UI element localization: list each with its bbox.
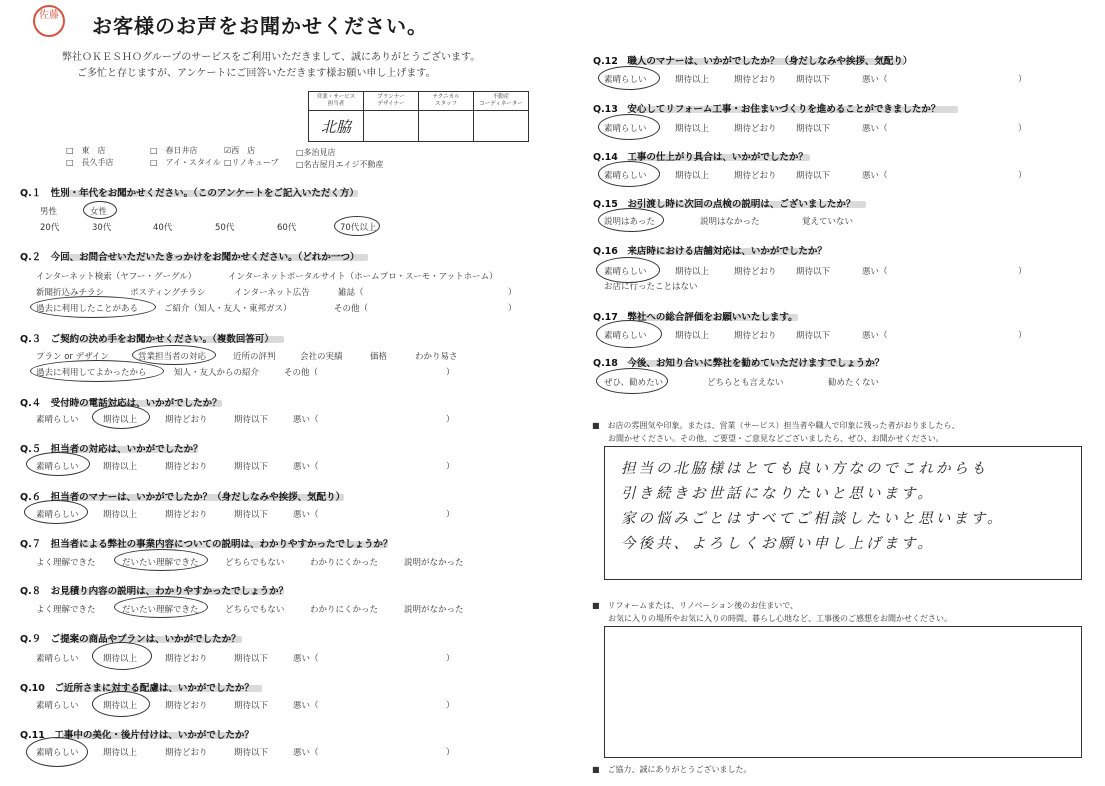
q7-neutral[interactable]: どちらでもない	[225, 558, 285, 568]
q4-excellent[interactable]: 素晴らしい	[36, 415, 79, 425]
q14-below[interactable]: 期待以下	[796, 171, 831, 181]
q9-bad[interactable]: 悪い（	[293, 654, 319, 664]
staff-table	[308, 91, 529, 142]
page-title: お客様のお声をお聞かせください。	[92, 14, 428, 38]
q1-40s[interactable]: 40代	[153, 223, 173, 233]
q13-question: Q.13 安心してリフォーム工事・お住まいづくりを進めることができましたか？	[593, 104, 941, 115]
q17-excellent[interactable]: 素晴らしい	[604, 331, 647, 341]
q6-below[interactable]: 期待以下	[234, 510, 269, 520]
q15-not-explained[interactable]: 説明はなかった	[700, 217, 760, 227]
q17-bad[interactable]: 悪い（	[862, 331, 888, 341]
q3-opt-sales-rep[interactable]: 営業担当者の対応	[138, 352, 207, 362]
q10-above-circle	[92, 691, 150, 717]
q4-below[interactable]: 期待以下	[234, 415, 269, 425]
q18-recommend[interactable]: ぜひ、勧めたい	[604, 378, 664, 388]
q6-bad[interactable]: 悪い（	[293, 510, 319, 520]
q10-bad-close: ）	[446, 701, 455, 711]
q6-excellent-circle	[24, 500, 88, 524]
q7-none[interactable]: 説明がなかった	[404, 558, 464, 568]
q13-below[interactable]: 期待以下	[796, 124, 831, 134]
q13-bad-close: ）	[1018, 124, 1027, 134]
q14-bad-close: ）	[1018, 171, 1027, 181]
q6-excellent[interactable]: 素晴らしい	[36, 510, 79, 520]
q11-bad-close: ）	[446, 748, 455, 758]
store-east[interactable]: □ 東 店	[66, 146, 106, 155]
q12-excellent[interactable]: 素晴らしい	[604, 75, 647, 85]
comment1-prompt-2: お聞かせください。その他、ご要望・ご意見などございましたら、ぜひ、お聞かせください。	[608, 434, 944, 443]
comment1-line-3: 家の悩みごとはすべてご相談したいと思います。	[621, 511, 1005, 527]
q4-bad-close: ）	[446, 415, 455, 425]
q3-opt-track-record[interactable]: 会社の実績	[300, 352, 343, 362]
q13-bad[interactable]: 悪い（	[862, 124, 888, 134]
q2-opt-past-use[interactable]: 過去に利用したことがある	[36, 304, 139, 314]
store-west[interactable]: ☑西 店	[224, 146, 256, 155]
q1-20s[interactable]: 20代	[40, 223, 60, 233]
store-istyle[interactable]: □ アイ・スタイル	[150, 158, 221, 167]
q1-female[interactable]: 女性	[90, 207, 108, 217]
q18-not-recommend[interactable]: 勧めたくない	[828, 378, 880, 388]
store-renocube[interactable]: □リノキューブ	[224, 158, 279, 167]
q2-opt-portal[interactable]: インターネットポータルサイト（ホームプロ・スーモ・アットホーム）	[228, 272, 498, 282]
q8-unclear[interactable]: わかりにくかった	[310, 605, 379, 615]
q17-below[interactable]: 期待以下	[796, 331, 831, 341]
q14-bad[interactable]: 悪い（	[862, 171, 888, 181]
comment2-prompt-2: お気に入りの場所やお気に入りの時間、暮らし心地など、工事後のご感想をお聞かせください。	[608, 614, 952, 623]
q13-as-expected[interactable]: 期待どおり	[734, 124, 777, 134]
q13-excellent[interactable]: 素晴らしい	[604, 124, 647, 134]
q16-question: Q.16 来店時における店舗対応は、いかがでしたか？	[593, 246, 827, 257]
q3-opt-reputation[interactable]: 近所の評判	[233, 352, 276, 362]
q15-dont-remember[interactable]: 覚えていない	[802, 217, 854, 227]
q2-opt-flyer[interactable]: 新聞折込みチラシ	[36, 288, 105, 298]
q1-70s-circle	[334, 216, 380, 236]
staff-header-sales: 営業・サービス 担当者	[309, 92, 364, 111]
q12-bad-close: ）	[1018, 75, 1027, 85]
comment1-box[interactable]	[604, 446, 1082, 580]
q6-question: Q.６ 担当者のマナーは、いかがでしたか？（身だしなみや挨拶、気配り）	[20, 492, 346, 503]
q17-above[interactable]: 期待以上	[675, 331, 710, 341]
q4-above[interactable]: 期待以上	[103, 415, 138, 425]
q3-past-good-circle	[30, 360, 164, 382]
staff-value-technical[interactable]	[419, 111, 474, 142]
q2-opt-webad[interactable]: インターネット広告	[234, 288, 310, 298]
staff-value-realestate[interactable]	[474, 111, 529, 142]
q10-question: Q.10 ご近所さまに対する配慮は、いかがでしたか？	[20, 683, 254, 694]
q1-50s[interactable]: 50代	[215, 223, 235, 233]
q2-opt-magazine-close: ）	[508, 288, 517, 298]
q16-as-expected[interactable]: 期待どおり	[734, 267, 777, 277]
q14-excellent-circle	[598, 161, 660, 187]
q8-well[interactable]: よく理解できた	[36, 605, 96, 615]
q14-excellent[interactable]: 素晴らしい	[604, 171, 647, 181]
q12-above[interactable]: 期待以上	[675, 75, 710, 85]
q8-question: Q.８ お見積り内容の説明は、わかりやすかったでしょうか？	[20, 586, 289, 597]
q12-below[interactable]: 期待以下	[796, 75, 831, 85]
q1-70s[interactable]: 70代以上	[340, 223, 377, 233]
q4-bad[interactable]: 悪い（	[293, 415, 319, 425]
q17-question: Q.17 弊社への総合評価をお願いいたします。	[593, 312, 798, 323]
q1-question: Q.１ 性別・年代をお聞かせください。（このアンケートをご記入いただく方）	[20, 188, 359, 199]
q16-bad[interactable]: 悪い（	[862, 267, 888, 277]
store-nagakute[interactable]: □ 長久手店	[66, 158, 114, 167]
q14-as-expected[interactable]: 期待どおり	[734, 171, 777, 181]
q11-as-expected[interactable]: 期待どおり	[165, 748, 208, 758]
store-realestate[interactable]: □名古屋月エイジ不動産	[296, 160, 384, 169]
q14-above[interactable]: 期待以上	[675, 171, 710, 181]
q3-sales-rep-circle	[132, 345, 216, 365]
q4-as-expected[interactable]: 期待どおり	[165, 415, 208, 425]
q3-opt-friend[interactable]: 知人・友人からの紹介	[174, 368, 260, 378]
q9-as-expected[interactable]: 期待どおり	[165, 654, 208, 664]
q2-opt-magazine[interactable]: 雑誌（	[338, 288, 364, 298]
q5-bad-close: ）	[446, 462, 455, 472]
q2-opt-search[interactable]: インターネット検索（ヤフー・グーグル）	[36, 272, 197, 282]
q13-above[interactable]: 期待以上	[675, 124, 710, 134]
q1-30s[interactable]: 30代	[92, 223, 112, 233]
intro-line-2: ご多忙と存じますが、アンケートにご回答いただきます様お願い申し上げます。	[77, 68, 436, 79]
q17-as-expected[interactable]: 期待どおり	[734, 331, 777, 341]
comment1-line-2: 引き続きお世話になりたいと思います。	[621, 486, 935, 502]
q7-mostly[interactable]: だいたい理解できた	[122, 558, 199, 568]
store-kasugai[interactable]: □ 春日井店	[150, 146, 198, 155]
q5-below[interactable]: 期待以下	[234, 462, 269, 472]
staff-value-planner[interactable]	[364, 111, 419, 142]
intro-line-1: 弊社ＯＫＥＳＨＯグループのサービスをご利用いただきまして、誠にありがとうございます。	[62, 52, 481, 63]
q3-opt-plan[interactable]: プラン or デザイン	[36, 352, 110, 362]
q11-below[interactable]: 期待以下	[234, 748, 269, 758]
q9-above[interactable]: 期待以上	[103, 654, 138, 664]
q1-female-circle	[83, 201, 117, 219]
q6-above[interactable]: 期待以上	[103, 510, 138, 520]
q3-opt-clarity[interactable]: わかり易さ	[415, 352, 458, 362]
q16-never-visited[interactable]: お店に行ったことはない	[604, 282, 698, 292]
q12-question: Q.12 職人のマナーは、いかがでしたか？（身だしなみや挨拶、気配り）	[593, 56, 913, 67]
q2-question: Q.２ 今回、お問合せいただいたきっかけをお聞かせください。（どれか一つ）	[20, 252, 360, 263]
q2-opt-other-close: ）	[508, 304, 517, 314]
footer-thanks: ■ ご協力、誠にありがとうございました。	[592, 765, 752, 774]
q9-bad-close: ）	[446, 654, 455, 664]
q5-above[interactable]: 期待以上	[103, 462, 138, 472]
q6-as-expected[interactable]: 期待どおり	[165, 510, 208, 520]
q16-below[interactable]: 期待以下	[796, 267, 831, 277]
q8-neutral[interactable]: どちらでもない	[225, 605, 285, 615]
comment2-prompt-1: ■ リフォームまたは、リノベーション後のお住まいで、	[592, 601, 799, 610]
q16-excellent[interactable]: 素晴らしい	[604, 267, 647, 277]
q5-excellent-circle	[26, 452, 90, 476]
q3-opt-other[interactable]: その他（	[284, 368, 319, 378]
q6-bad-close: ）	[446, 510, 455, 520]
q10-bad[interactable]: 悪い（	[293, 701, 319, 711]
q15-explained[interactable]: 説明はあった	[604, 217, 655, 227]
q18-question: Q.18 今後、お知り合いに弊社を勧めていただけますでしょうか？	[593, 358, 885, 369]
q1-60s[interactable]: 60代	[277, 223, 297, 233]
q7-unclear[interactable]: わかりにくかった	[310, 558, 379, 568]
q14-question: Q.14 工事の仕上がり具合は、いかがでしたか？	[593, 152, 808, 163]
q5-excellent[interactable]: 素晴らしい	[36, 462, 79, 472]
q5-bad[interactable]: 悪い（	[293, 462, 319, 472]
q8-mostly-circle	[114, 596, 208, 618]
q1-male[interactable]: 男性	[40, 207, 58, 217]
q7-question: Q.７ 担当者による弊社の事業内容についての説明は、わかりやすかったでしょうか？	[20, 539, 393, 550]
q11-excellent-circle	[26, 737, 88, 767]
seal-stamp: 佐藤	[33, 5, 65, 37]
q11-excellent[interactable]: 素晴らしい	[36, 748, 79, 758]
q2-opt-referral[interactable]: ご紹介（知人・友人・東邦ガス）	[164, 304, 292, 314]
q9-question: Q.９ ご提案の商品やプランは、いかがでしたか？	[20, 634, 241, 645]
comment1-line-4: 今後共、よろしくお願い申し上げます。	[621, 536, 935, 552]
q8-mostly[interactable]: だいたい理解できた	[122, 605, 199, 615]
q4-above-circle	[92, 405, 150, 429]
q18-neutral[interactable]: どちらとも言えない	[707, 378, 784, 388]
q10-excellent[interactable]: 素晴らしい	[36, 701, 79, 711]
q15-question: Q.15 お引渡し時に次回の点検の説明は、ございましたか？	[593, 199, 856, 210]
q11-question: Q.11 工事中の美化・後片付けは、いかがでしたか？	[20, 730, 254, 741]
q10-below[interactable]: 期待以下	[234, 701, 269, 711]
q10-as-expected[interactable]: 期待どおり	[165, 701, 208, 711]
comment1-prompt-1: ■ お店の雰囲気や印象。または、営業（サービス）担当者や職人で印象に残った者がおりましたら、	[592, 421, 960, 430]
q17-excellent-circle	[596, 320, 662, 348]
q10-above[interactable]: 期待以上	[103, 701, 138, 711]
q7-well[interactable]: よく理解できた	[36, 558, 96, 568]
q12-as-expected[interactable]: 期待どおり	[734, 75, 777, 85]
q12-excellent-circle	[598, 66, 660, 90]
q17-bad-close: ）	[1018, 331, 1027, 341]
q11-above[interactable]: 期待以上	[103, 748, 138, 758]
q5-question: Q.５ 担当者の対応は、いかがでしたか？	[20, 444, 203, 455]
q2-opt-posting[interactable]: ポスティングチラシ	[130, 288, 206, 298]
q2-past-use-circle	[30, 296, 156, 318]
q3-opt-other-close: ）	[446, 368, 455, 378]
q5-as-expected[interactable]: 期待どおり	[165, 462, 208, 472]
q13-excellent-circle	[598, 114, 660, 140]
q16-above[interactable]: 期待以上	[675, 267, 710, 277]
q3-opt-price[interactable]: 価格	[370, 352, 388, 362]
q16-bad-close: ）	[1018, 267, 1027, 277]
q12-bad[interactable]: 悪い（	[862, 75, 888, 85]
comment2-box[interactable]	[604, 626, 1082, 758]
q3-opt-past-good[interactable]: 過去に利用してよかったから	[36, 368, 147, 378]
q8-none[interactable]: 説明がなかった	[404, 605, 464, 615]
q15-explained-circle	[598, 208, 664, 232]
q9-below[interactable]: 期待以下	[234, 654, 269, 664]
q9-above-circle	[92, 642, 152, 670]
staff-header-planner: プランナー デザイナー	[364, 92, 419, 111]
q7-mostly-circle	[114, 549, 208, 571]
store-tajimi[interactable]: □多治見店	[296, 148, 336, 157]
q11-bad[interactable]: 悪い（	[293, 748, 319, 758]
q9-excellent[interactable]: 素晴らしい	[36, 654, 79, 664]
q3-question: Q.３ ご契約の決め手をお聞かせください。（複数回答可）	[20, 334, 274, 345]
staff-value-sales[interactable]: 北脇	[309, 111, 364, 142]
comment1-line-1: 担当の北脇様はとても良い方なのでこれからも	[621, 461, 989, 477]
staff-header-technical: テクニカル スタッフ	[419, 92, 474, 111]
staff-header-realestate: 不動産 コーディネーター	[474, 92, 529, 111]
q2-opt-other[interactable]: その他（	[334, 304, 369, 314]
q4-question: Q.４ 受付時の電話対応は、いかがでしたか？	[20, 398, 222, 409]
q18-recommend-circle	[596, 368, 668, 394]
